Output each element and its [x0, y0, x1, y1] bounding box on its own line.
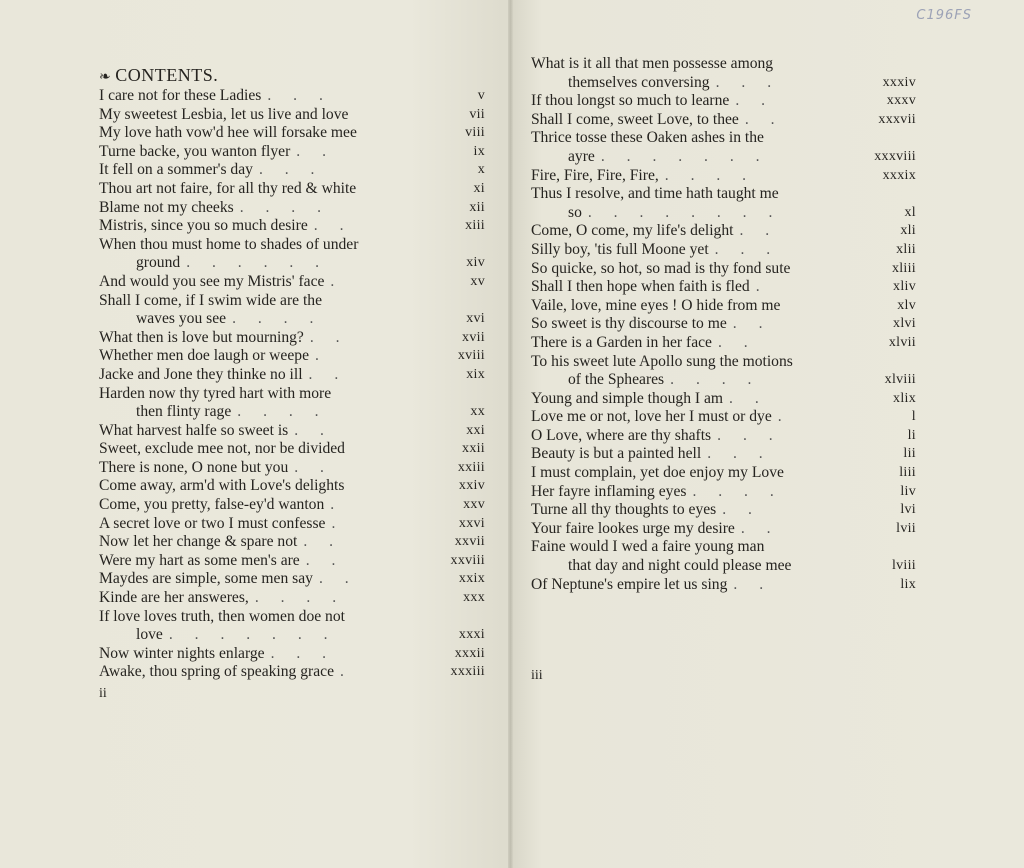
entry-number: lviii — [891, 558, 916, 574]
entry-leader-dots: . . — [733, 575, 773, 593]
entry-number: xxxix — [882, 167, 916, 183]
entry-number: xxxviii — [874, 148, 916, 164]
contents-entry — [99, 310, 485, 329]
entry-leader-dots: . . . . — [664, 166, 756, 184]
book-gutter — [508, 0, 513, 868]
contents-entry — [531, 353, 916, 372]
entry-title: So sweet is thy discourse to me — [531, 315, 727, 333]
entry-number: lvii — [896, 520, 916, 536]
entry-title: Come, you pretty, false-ey'd wanton — [99, 496, 325, 514]
entry-number: xlvii — [888, 334, 916, 350]
entry-title: Come, O come, my life's delight — [531, 222, 734, 240]
entry-leader-dots: . — [340, 663, 353, 681]
entry-number: ix — [473, 143, 485, 159]
contents-entry — [531, 260, 916, 279]
contents-entry — [99, 292, 485, 311]
entry-title: Were my hart as some men's are — [99, 551, 300, 569]
contents-entry — [99, 570, 485, 589]
entry-leader-dots: . . . . — [254, 589, 346, 607]
contents-entry — [531, 185, 916, 204]
contents-entry — [531, 464, 916, 483]
entry-title: so — [568, 203, 582, 221]
entry-number: xxiii — [457, 459, 485, 475]
entry-title: My love hath vow'd hee will forsake mee — [99, 124, 357, 142]
entry-number: lix — [900, 576, 916, 592]
contents-entry — [99, 403, 485, 422]
entry-title: When thou must home to shades of under — [99, 235, 359, 253]
entry-leader-dots: . . — [729, 389, 768, 407]
entry-title: love — [136, 626, 163, 644]
entry-title: Love me or not, love her I must or dye — [531, 408, 772, 426]
entry-leader-dots: . . . . — [237, 403, 328, 421]
entry-leader-dots: . . — [318, 570, 358, 588]
entry-number: xlviii — [884, 372, 916, 388]
entry-number: xliii — [891, 260, 916, 276]
entry-title: Mistris, since you so much desire — [99, 217, 308, 235]
contents-entry — [531, 334, 916, 353]
contents-heading — [99, 65, 218, 85]
contents-entry — [99, 608, 485, 627]
entry-number: xx — [470, 404, 485, 420]
entry-title: If thou longst so much to learne — [531, 92, 730, 110]
entry-title: of the Spheares — [568, 371, 665, 389]
entry-leader-dots: . . — [296, 142, 335, 160]
entry-title: What harvest halfe so sweet is — [99, 421, 289, 439]
entry-title: Thou art not faire, for all thy red & white — [99, 179, 357, 197]
entry-title: Blame not my cheeks — [99, 198, 234, 216]
entry-leader-dots: . . — [313, 217, 353, 235]
contents-entry — [531, 129, 916, 148]
entry-number: xxviii — [450, 552, 485, 568]
entry-leader-dots: . . — [732, 315, 772, 333]
entry-leader-dots: . . . — [717, 426, 782, 444]
entry-leader-dots: . . — [717, 333, 757, 351]
entry-title: themselves conversing — [568, 73, 710, 91]
contents-entry — [99, 366, 485, 385]
contents-entry — [99, 87, 485, 106]
entry-title: There is none, O none but you — [99, 458, 289, 476]
contents-entry — [531, 557, 916, 576]
entry-leader-dots: . . . . — [232, 310, 323, 328]
entry-title: What then is love but mourning? — [99, 328, 304, 346]
contents-entry — [99, 515, 485, 534]
entry-title: Jacke and Jone they thinke no ill — [99, 365, 303, 383]
entry-title: A secret love or two I must confesse — [99, 514, 326, 532]
entry-number: xlvi — [893, 316, 916, 332]
entry-leader-dots: . . . — [714, 240, 780, 258]
entry-leader-dots: . . — [303, 533, 343, 551]
entry-number: xxxii — [454, 645, 485, 661]
contents-entry — [99, 533, 485, 552]
entry-number: xv — [470, 273, 485, 289]
entry-title: Now let her change & spare not — [99, 533, 298, 551]
entry-title: Young and simple though I am — [531, 389, 724, 407]
entry-leader-dots: . . . . — [239, 198, 330, 216]
entry-title: I care not for these Ladies — [99, 87, 262, 104]
entry-number: xxxvii — [878, 111, 916, 127]
contents-entry — [99, 254, 485, 273]
entry-leader-dots: . . — [308, 365, 348, 383]
contents-entry — [531, 390, 916, 409]
entry-leader-dots: . . — [740, 519, 780, 537]
contents-entry — [531, 501, 916, 520]
entry-number: xli — [900, 223, 916, 239]
entry-leader-dots: . . . . . . — [186, 254, 329, 272]
entry-leader-dots: . — [777, 408, 791, 426]
entry-leader-dots: . . — [722, 501, 761, 519]
entry-title: I must complain, yet doe enjoy my Love — [531, 464, 784, 482]
contents-entry — [531, 148, 916, 167]
entry-title: What is it all that men possesse among — [531, 55, 774, 72]
entry-leader-dots: . . . — [270, 644, 336, 662]
entry-number: xxxv — [886, 93, 916, 109]
entry-number: xi — [473, 180, 485, 196]
contents-entry — [531, 445, 916, 464]
entry-leader-dots: . . . . . . . . — [587, 203, 782, 221]
entry-title: Whether men doe laugh or weepe — [99, 347, 309, 365]
contents-entry — [531, 167, 916, 186]
entry-number: xii — [469, 199, 485, 215]
right-page-number: iii — [531, 668, 543, 683]
entry-title: Vaile, love, mine eyes ! O hide from me — [531, 296, 781, 314]
entry-title: then flinty rage — [136, 403, 232, 421]
contents-entry — [531, 427, 916, 446]
entry-leader-dots: . — [755, 278, 769, 296]
contents-entry — [99, 552, 485, 571]
entry-number: xix — [466, 366, 485, 382]
entry-title: Fire, Fire, Fire, Fire, — [531, 166, 659, 184]
contents-entry — [99, 180, 485, 199]
entry-number: xviii — [457, 348, 485, 364]
entry-leader-dots: . . — [739, 222, 779, 240]
contents-entry — [531, 204, 916, 223]
entry-number: lvi — [900, 502, 916, 518]
entry-number: l — [911, 409, 916, 425]
entry-number: xlix — [893, 390, 916, 406]
contents-entry — [99, 626, 485, 645]
entry-number: vii — [469, 106, 485, 122]
entry-number: xxvii — [454, 534, 485, 550]
entry-leader-dots: . . — [744, 110, 784, 128]
contents-entry — [531, 55, 916, 74]
contents-entry — [531, 297, 916, 316]
entry-leader-dots: . . . — [267, 87, 332, 104]
contents-entry — [99, 347, 485, 366]
entry-number: viii — [465, 125, 485, 141]
contents-entry — [531, 241, 916, 260]
contents-entry — [99, 496, 485, 515]
contents-entry — [99, 329, 485, 348]
contents-entry — [99, 106, 485, 125]
entry-title: Her fayre inflaming eyes — [531, 482, 687, 500]
entry-title: Turne all thy thoughts to eyes — [531, 501, 717, 519]
fleuron-icon: ❧ — [99, 70, 112, 85]
entry-leader-dots: . . — [294, 458, 333, 476]
entry-leader-dots: . . . . . . . — [600, 147, 769, 165]
contents-entry — [531, 111, 916, 130]
entry-leader-dots: . — [315, 347, 328, 365]
contents-entry — [99, 143, 485, 162]
contents-entry — [99, 124, 485, 143]
entry-leader-dots: . . — [309, 328, 349, 346]
entry-number: xxix — [458, 571, 485, 587]
contents-entry — [99, 589, 485, 608]
entry-title: Your faire lookes urge my desire — [531, 519, 735, 537]
entry-number: xvii — [462, 329, 485, 345]
contents-entry — [531, 408, 916, 427]
entry-leader-dots: . . . . . . . — [168, 626, 337, 644]
entry-number: xxvi — [458, 515, 485, 531]
entry-leader-dots: . . — [294, 421, 333, 439]
contents-entry — [531, 222, 916, 241]
contents-entry — [531, 371, 916, 390]
contents-entry — [531, 315, 916, 334]
entry-leader-dots: . . — [305, 551, 345, 569]
contents-entry — [99, 161, 485, 180]
contents-entry — [531, 92, 916, 111]
entry-number: xxii — [462, 441, 485, 457]
contents-entry — [531, 576, 916, 595]
entry-number: xiv — [466, 255, 485, 271]
contents-entry — [99, 459, 485, 478]
contents-entry — [531, 520, 916, 539]
entry-leader-dots: . — [330, 272, 344, 290]
entry-title: So quicke, so hot, so mad is thy fond sute — [531, 259, 791, 277]
entry-leader-dots: . . . . — [692, 482, 783, 500]
entry-number: v — [477, 88, 485, 103]
entry-title: Of Neptune's empire let us sing — [531, 575, 728, 593]
entry-leader-dots: . . . . — [670, 371, 761, 389]
entry-number: xlv — [897, 297, 916, 313]
entry-leader-dots: . . . — [715, 73, 781, 91]
entry-title: Shall I come, if I swim wide are the — [99, 291, 323, 309]
entry-title: To his sweet lute Apollo sung the motions — [531, 352, 793, 370]
entry-title: Shall I come, sweet Love, to thee — [531, 110, 739, 128]
entry-title: There is a Garden in her face — [531, 333, 712, 351]
entry-number: xxx — [463, 590, 485, 606]
entry-leader-dots: . — [330, 496, 344, 514]
entry-title: And would you see my Mistris' face — [99, 272, 325, 290]
entry-number: xxxiii — [450, 664, 485, 680]
entry-title: Faine would I wed a faire young man — [531, 538, 765, 556]
entry-title: If love loves truth, then women doe not — [99, 607, 345, 625]
archive-mark: C196FS — [916, 8, 972, 23]
entry-number: xlii — [896, 241, 916, 257]
entry-leader-dots: . . . — [707, 445, 772, 463]
contents-entry — [99, 217, 485, 236]
entry-number: xl — [904, 204, 916, 220]
entry-title: It fell on a sommer's day — [99, 161, 253, 179]
entry-title: Awake, thou spring of speaking grace — [99, 663, 335, 681]
entry-number: liv — [900, 483, 916, 499]
entry-title: Silly boy, 'tis full Moone yet — [531, 240, 709, 258]
entry-number: xiii — [465, 218, 485, 234]
contents-entry — [99, 440, 485, 459]
entry-number: xvi — [466, 311, 485, 327]
left-contents-list — [99, 87, 485, 682]
entry-title: Beauty is but a painted hell — [531, 445, 702, 463]
contents-entry — [99, 663, 485, 682]
entry-title: Maydes are simple, some men say — [99, 570, 313, 588]
entry-title: Thus I resolve, and time hath taught me — [531, 185, 779, 203]
entry-number: lii — [903, 446, 916, 462]
entry-title: Now winter nights enlarge — [99, 644, 265, 662]
entry-title: waves you see — [136, 310, 227, 328]
left-page-number: ii — [99, 686, 107, 701]
entry-title: Shall I then hope when faith is fled — [531, 278, 750, 296]
entry-number: xxi — [466, 422, 485, 438]
contents-entry — [531, 483, 916, 502]
entry-number: liii — [899, 465, 916, 481]
entry-title: Harden now thy tyred hart with more — [99, 384, 332, 402]
entry-number: xxiv — [458, 478, 485, 494]
contents-entry — [531, 538, 916, 557]
entry-title: ground — [136, 254, 181, 272]
entry-number: xxv — [463, 497, 485, 513]
entry-title: Thrice tosse these Oaken ashes in the — [531, 129, 764, 147]
entry-title: Sweet, exclude mee not, nor be divided — [99, 440, 345, 458]
contents-entry — [531, 278, 916, 297]
entry-number: xliv — [893, 279, 916, 295]
entry-title: O Love, where are thy shafts — [531, 426, 712, 444]
entry-title: Come away, arm'd with Love's delights — [99, 477, 345, 495]
entry-title: Kinde are her answeres, — [99, 589, 249, 607]
contents-entry — [99, 477, 485, 496]
entry-leader-dots: . — [331, 514, 345, 532]
entry-number: xxxi — [458, 627, 485, 643]
contents-entry — [99, 645, 485, 664]
entry-leader-dots: . . . — [258, 161, 324, 179]
entry-title: that day and night could please mee — [568, 557, 792, 575]
contents-title: CONTENTS. — [115, 65, 219, 85]
right-contents-list — [531, 55, 916, 594]
entry-title: My sweetest Lesbia, let us live and love — [99, 105, 349, 123]
entry-title: Turne backe, you wanton flyer — [99, 142, 291, 160]
contents-entry — [99, 422, 485, 441]
contents-entry — [99, 236, 485, 255]
entry-number: xxxiv — [882, 74, 916, 90]
contents-entry — [531, 74, 916, 93]
entry-number: li — [907, 427, 916, 443]
contents-entry — [99, 273, 485, 292]
entry-number: x — [477, 162, 485, 178]
contents-entry — [99, 199, 485, 218]
entry-leader-dots: . . — [735, 92, 775, 110]
contents-entry — [99, 385, 485, 404]
entry-title: ayre — [568, 147, 595, 165]
